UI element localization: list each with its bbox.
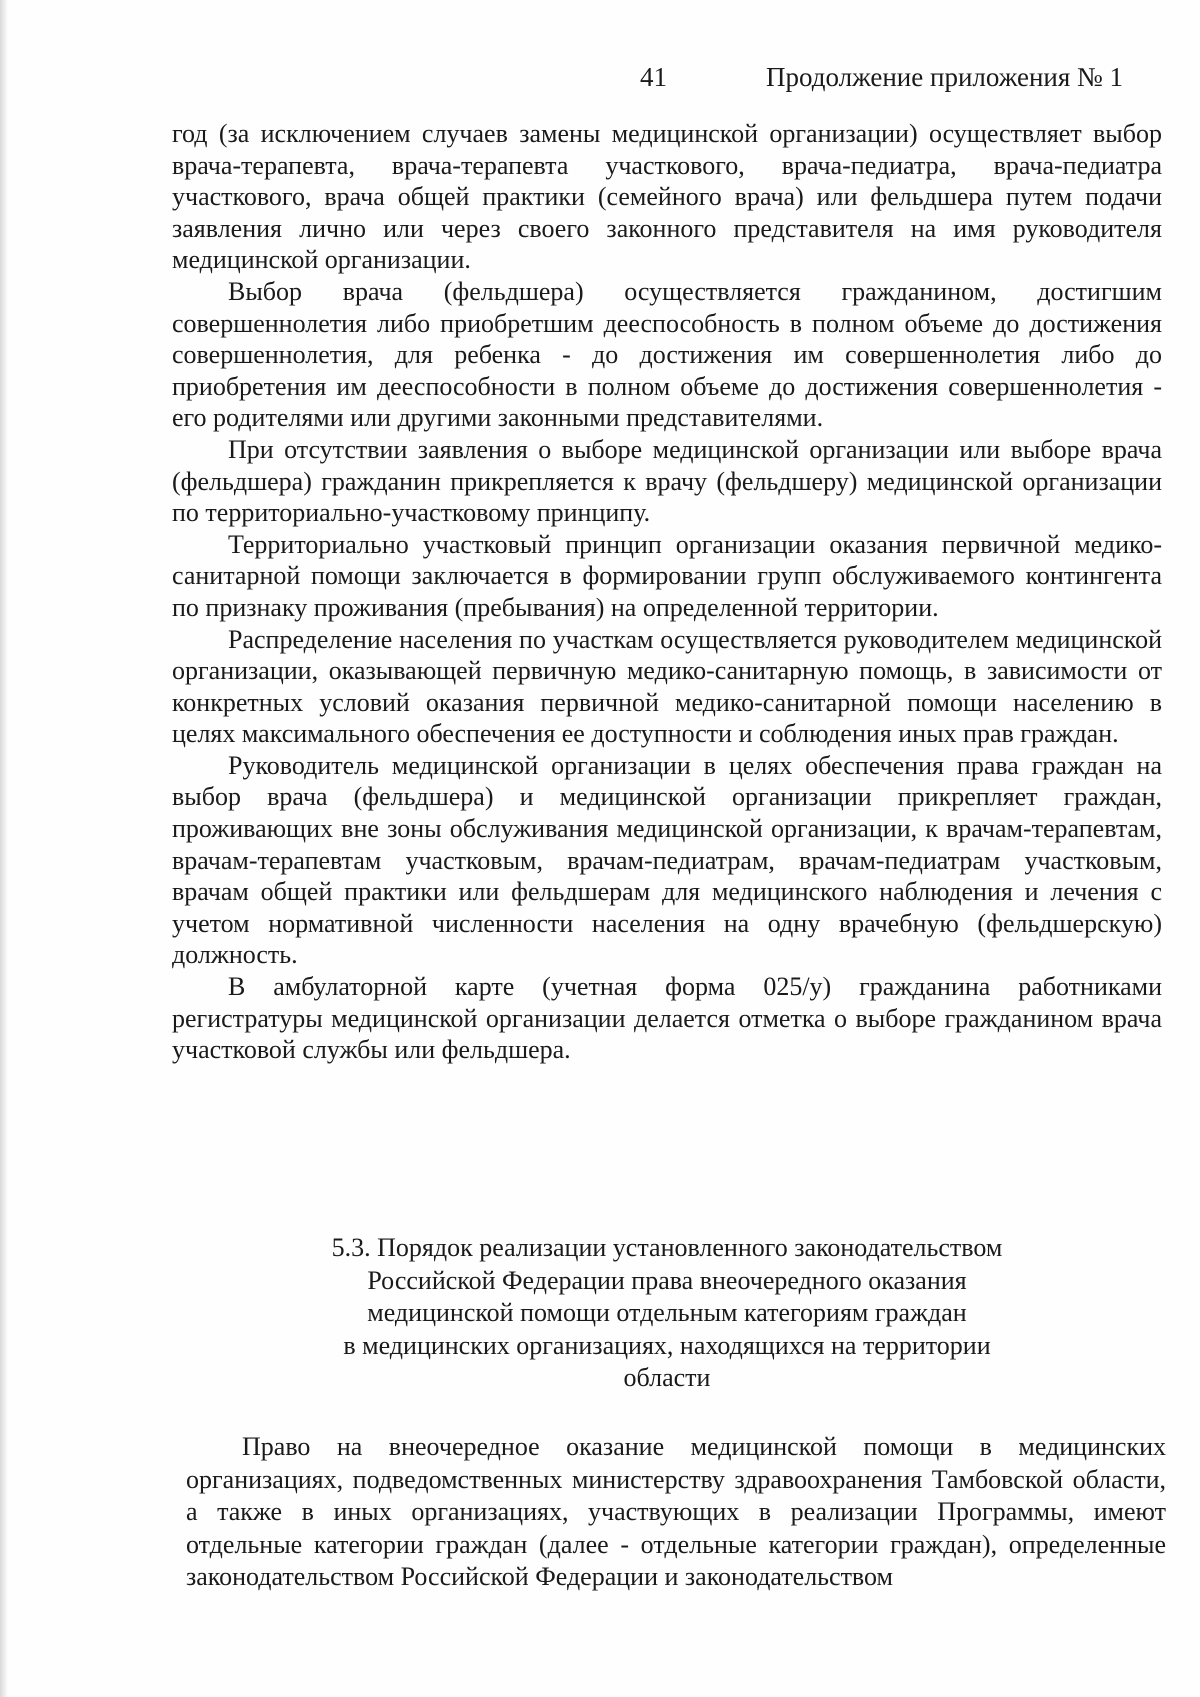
- section-heading-line: области: [623, 1363, 711, 1392]
- page-header: [0, 62, 1200, 102]
- section-heading: [172, 1232, 1162, 1395]
- paragraph: год (за исключением случаев замены медицинской организации) осуществляет выбор врача-терапевта, врача-терапевта участкового, врача-педиатра, врача-педиатра участкового, врача общей практики (семейного врача) или фельдшера путем подачи заявления лично или через своего законного представителя на имя руководителя медицинской организации.: [172, 119, 1162, 275]
- section-body-text: [186, 1431, 1166, 1594]
- body-text: [172, 118, 1162, 1066]
- page-number: 41: [640, 62, 667, 92]
- paragraph: Выбор врача (фельдшера) осуществляется гражданином, достигшим совершеннолетия либо приобретшим дееспособность в полном объеме до достижения совершеннолетия, для ребенка - до достижения им совершеннолетия либо до приобретения им дееспособности в полном объеме до достижения совершеннолетия - его родителями или другими законными представителями.: [172, 276, 1162, 433]
- paragraph: В амбулаторной карте (учетная форма 025/у) гражданина работниками регистратуры медицинской организации делается отметка о выборе гражданином врача участковой службы или фельдшера.: [172, 972, 1162, 1065]
- paragraph: Право на внеочередное оказание медицинской помощи в медицинских организациях, подведомственных министерству здравоохранения Тамбовской области, а также в иных организациях, участвующих в реализации Программы, имеют отдельные категории граждан (далее - отдельные категории граждан), определенные законодательством Российской Федерации и законодательством: [186, 1432, 1166, 1591]
- scan-edge: [0, 0, 8, 1697]
- appendix-continuation-note: Продолжение приложения № 1: [766, 62, 1124, 92]
- section-heading-line: Российской Федерации права внеочередного оказания: [367, 1265, 967, 1295]
- paragraph: Территориально участковый принцип организации оказания первичной медико-санитарной помощи заключается в формировании групп обслуживаемого контингента по признаку проживания (пребывания) на определенной территории.: [172, 529, 1162, 622]
- paragraph: При отсутствии заявления о выборе медицинской организации или выборе врача (фельдшера) гражданин прикрепляется к врачу (фельдшеру) медицинской организации по территориально-участковому принципу.: [172, 434, 1162, 528]
- section-heading-line: 5.3. Порядок реализации установленного законодательством: [331, 1233, 1003, 1262]
- paragraph: Распределение населения по участкам осуществляется руководителем медицинской организации, оказывающей первичную медико-санитарную помощь, в зависимости от конкретных условий оказания первичной медико-санитарной помощи населению в целях максимального обеспечения ее доступности и соблюдения иных прав граждан.: [172, 624, 1162, 749]
- section-heading-line: в медицинских организациях, находящихся на территории: [343, 1330, 991, 1360]
- paragraph: Руководитель медицинской организации в целях обеспечения права граждан на выбор врача (фельдшера) и медицинской организации прикрепляет граждан, проживающих вне зоны обслуживания медицинской организации, к врачам-терапевтам, врачам-терапевтам участковым, врачам-педиатрам, врачам-педиатрам участковым, врачам общей практики или фельдшерам для медицинского наблюдения и лечения с учетом нормативной численности населения на одну врачебную (фельдшерскую) должность.: [172, 750, 1162, 970]
- section-heading-line: медицинской помощи отдельным категориям граждан: [367, 1298, 967, 1327]
